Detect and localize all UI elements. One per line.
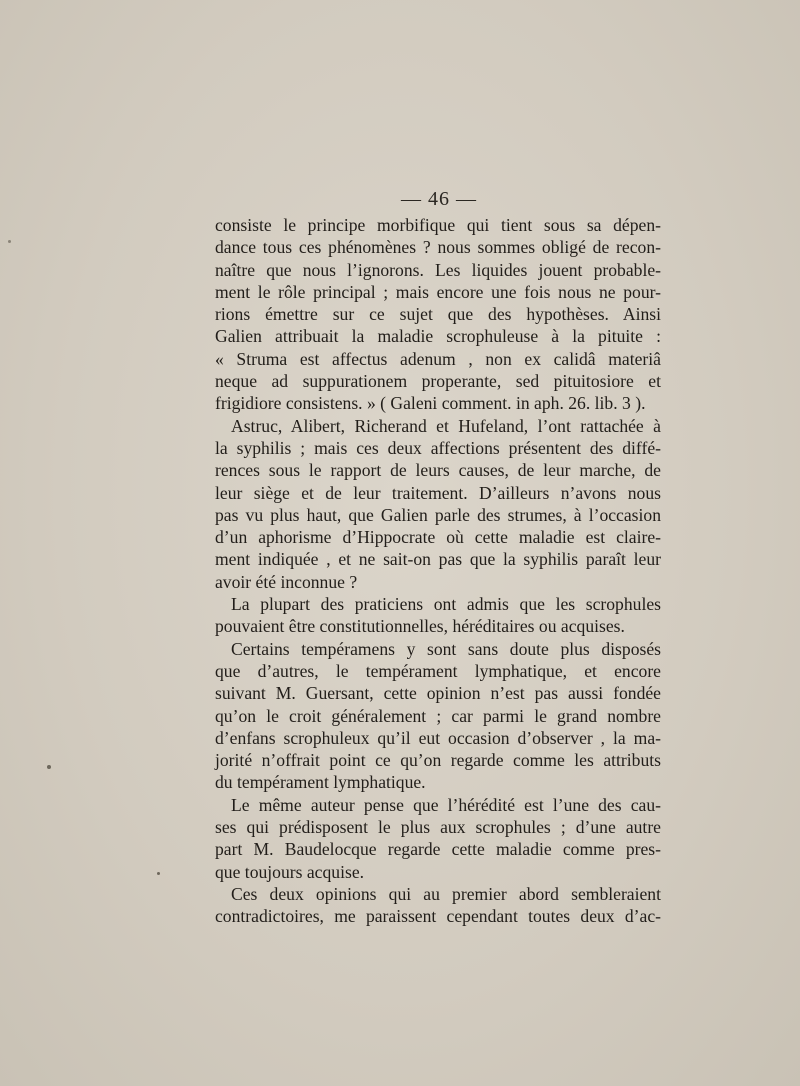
text-line: d’enfans scrophuleux qu’il eut occasion d’observer , la ma- (215, 727, 661, 748)
text-line: rences sous le rapport de leurs causes, de leur marche, de (215, 460, 661, 481)
text-line: dance tous ces phénomènes ? nous sommes obligé de recon- (215, 237, 661, 258)
text-line: Certains tempéramens y sont sans doute plus disposés (231, 638, 661, 659)
paper-speck (8, 240, 11, 243)
text-line: ses qui prédisposent le plus aux scrophules ; d’une autre (215, 817, 661, 838)
text-line: leur siège et de leur traitement. D’ailleurs n’avons nous (215, 482, 661, 503)
text-line: Astruc, Alibert, Richerand et Hufeland, l’ont rattachée à (231, 415, 661, 436)
text-line: Ces deux opinions qui au premier abord sembleraient (231, 883, 661, 904)
text-line: pouvaient être constitutionnelles, héréditaires ou acquises. (215, 616, 625, 637)
paper-speck (47, 765, 51, 769)
text-line: neque ad suppurationem properante, sed pituitosiore et (215, 371, 661, 392)
text-line: ment le rôle principal ; mais encore une fois nous ne pour- (215, 281, 661, 302)
text-line: ment indiquée , et ne sait-on pas que la syphilis paraît leur (215, 549, 661, 570)
page-number: — 46 — (401, 188, 477, 210)
body-text (215, 214, 661, 928)
paper-speck (157, 872, 160, 875)
text-line: d’un aphorisme d’Hippocrate où cette maladie est claire- (215, 527, 661, 548)
text-line: rions émettre sur ce sujet que des hypothèses. Ainsi (215, 304, 661, 325)
text-line: la syphilis ; mais ces deux affections présentent des diffé- (215, 437, 661, 458)
text-line: Galien attribuait la maladie scrophuleuse à la pituite : (215, 326, 661, 347)
text-line: contradictoires, me paraissent cependant toutes deux d’ac- (215, 906, 661, 927)
text-line: « Struma est affectus adenum , non ex calidâ materiâ (215, 348, 661, 369)
text-line: que d’autres, le tempérament lymphatique, et encore (215, 660, 661, 681)
text-line: consiste le principe morbifique qui tient sous sa dépen- (215, 215, 661, 235)
text-line: que toujours acquise. (215, 861, 365, 882)
text-line: naître que nous l’ignorons. Les liquides jouent probable- (215, 259, 661, 280)
text-line: La plupart des praticiens ont admis que les scrophules (231, 594, 661, 615)
text-line: frigidiore consistens. » ( Galeni comment. in aph. 26. lib. 3 ). (215, 393, 646, 414)
text-line: suivant M. Guersant, cette opinion n’est pas aussi fondée (215, 683, 661, 704)
text-line: Le même auteur pense que l’hérédité est l’une des cau- (231, 794, 661, 815)
text-line: pas vu plus haut, que Galien parle des strumes, à l’occasion (215, 504, 661, 525)
text-line: qu’on le croit généralement ; car parmi le grand nombre (215, 705, 661, 726)
text-line: part M. Baudelocque regarde cette maladie comme pres- (215, 839, 661, 860)
text-line: avoir été inconnue ? (215, 571, 358, 592)
text-line: jorité n’offrait point ce qu’on regarde comme les attributs (215, 750, 661, 771)
text-line: du tempérament lymphatique. (215, 772, 426, 793)
